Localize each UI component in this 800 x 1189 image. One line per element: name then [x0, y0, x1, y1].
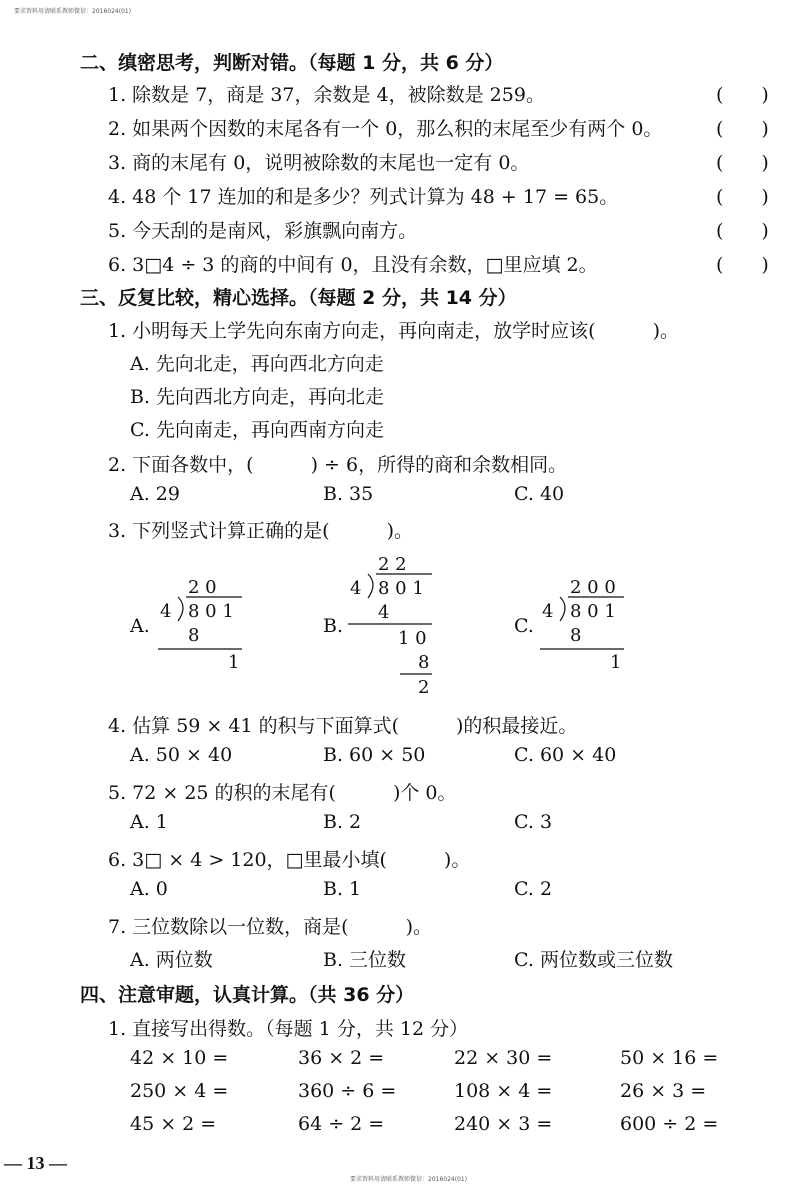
- choice-q7-option-a[interactable]: A. 两位数: [130, 949, 213, 971]
- calc-item[interactable]: 50 × 16 =: [620, 1047, 719, 1069]
- choice-q5-option-a[interactable]: A. 1: [130, 811, 168, 833]
- choice-q2-stem: 2. 下面各数中，( ) ÷ 6，所得的商和余数相同。: [108, 454, 568, 476]
- choice-q2-option-a[interactable]: A. 29: [130, 483, 180, 505]
- long-division-b-partial: 1 0: [398, 628, 427, 649]
- choice-q1-stem: 1. 小明每天上学先向东南方向走，再向南走，放学时应该( )。: [108, 320, 679, 342]
- header-note: 要求资料用请联系教师微信：2016024(01): [14, 8, 132, 15]
- long-division-b-divisor: 4: [350, 578, 362, 599]
- calc-item[interactable]: 250 × 4 =: [130, 1080, 229, 1102]
- judge-item-2: 2. 如果两个因数的末尾各有一个 0，那么积的末尾至少有两个 0。: [108, 118, 663, 140]
- choice-q7-option-b[interactable]: B. 三位数: [323, 949, 407, 971]
- calc-q1-stem: 1. 直接写出得数。（每题 1 分，共 12 分）: [108, 1018, 469, 1040]
- choice-q6-option-a[interactable]: A. 0: [130, 878, 168, 900]
- long-division-b-subtrahend-1: 4: [378, 602, 390, 623]
- long-division-c-divisor: 4: [542, 601, 554, 622]
- long-division-c: [532, 575, 632, 675]
- judge-item-3: 3. 商的末尾有 0，说明被除数的末尾也一定有 0。: [108, 152, 530, 174]
- footer-note: 要求资料用请联系教师微信：2016024(01): [350, 1176, 468, 1183]
- choice-q7-option-c[interactable]: C. 两位数或三位数: [514, 949, 673, 971]
- choice-q1-option-c[interactable]: C. 先向南走，再向西南方向走: [130, 419, 384, 441]
- long-division-b-remainder: 2: [418, 677, 430, 698]
- long-division-c-remainder: 1: [610, 652, 622, 673]
- long-division-a: [150, 575, 250, 675]
- choice-q3-stem: 3. 下列竖式计算正确的是( )。: [108, 520, 413, 542]
- calc-item[interactable]: 26 × 3 =: [620, 1080, 707, 1102]
- choice-q3-option-b-label[interactable]: B.: [323, 615, 344, 637]
- choice-q2-option-c[interactable]: C. 40: [514, 483, 565, 505]
- long-division-a-remainder: 1: [228, 652, 240, 673]
- choice-q5-option-c[interactable]: C. 3: [514, 811, 553, 833]
- section-4-title: 四、注意审题，认真计算。（共 36 分）: [80, 984, 415, 1006]
- calc-item[interactable]: 22 × 30 =: [454, 1047, 553, 1069]
- long-division-a-dividend: 8 0 1: [188, 601, 234, 622]
- choice-q3-option-a-label[interactable]: A.: [130, 615, 150, 637]
- calc-item[interactable]: 600 ÷ 2 =: [620, 1113, 719, 1135]
- long-division-c-dividend: 8 0 1: [570, 601, 616, 622]
- judge-item-4: 4. 48 个 17 连加的和是多少？列式计算为 48 + 17 = 65。: [108, 186, 619, 208]
- choice-q4-option-c[interactable]: C. 60 × 40: [514, 744, 617, 766]
- choice-q3-option-c-label[interactable]: C.: [514, 615, 534, 637]
- long-division-b: [340, 550, 440, 698]
- choice-q4-option-a[interactable]: A. 50 × 40: [130, 744, 233, 766]
- calc-item[interactable]: 360 ÷ 6 =: [298, 1080, 397, 1102]
- judge-item-1: 1. 除数是 7，商是 37，余数是 4，被除数是 259。: [108, 84, 545, 106]
- calc-item[interactable]: 240 × 3 =: [454, 1113, 553, 1135]
- long-division-b-quotient: 2 2: [378, 554, 407, 575]
- judge-answer-blank-4[interactable]: ( ): [716, 186, 769, 208]
- long-division-a-quotient: 2 0: [188, 577, 217, 598]
- choice-q6-stem: 6. 3□ × 4 > 120，□里最小填( )。: [108, 849, 471, 871]
- calc-item[interactable]: 64 ÷ 2 =: [298, 1113, 385, 1135]
- page-number: — 13 —: [4, 1153, 67, 1173]
- calc-item[interactable]: 36 × 2 =: [298, 1047, 385, 1069]
- long-division-c-quotient: 2 0 0: [570, 577, 616, 598]
- judge-answer-blank-3[interactable]: ( ): [716, 152, 769, 174]
- calc-item[interactable]: 42 × 10 =: [130, 1047, 229, 1069]
- calc-item[interactable]: 108 × 4 =: [454, 1080, 553, 1102]
- choice-q5-stem: 5. 72 × 25 的积的末尾有( )个 0。: [108, 782, 457, 804]
- choice-q1-option-b[interactable]: B. 先向西北方向走，再向北走: [130, 386, 385, 408]
- choice-q6-option-c[interactable]: C. 2: [514, 878, 553, 900]
- choice-q5-option-b[interactable]: B. 2: [323, 811, 362, 833]
- judge-item-6: 6. 3□4 ÷ 3 的商的中间有 0，且没有余数，□里应填 2。: [108, 254, 598, 276]
- judge-answer-blank-6[interactable]: ( ): [716, 254, 769, 276]
- section-3-title: 三、反复比较，精心选择。（每题 2 分，共 14 分）: [80, 287, 517, 309]
- judge-answer-blank-2[interactable]: ( ): [716, 118, 769, 140]
- long-division-c-subtrahend: 8: [570, 625, 582, 646]
- long-division-a-divisor: 4: [160, 601, 172, 622]
- judge-answer-blank-5[interactable]: ( ): [716, 220, 769, 242]
- choice-q4-option-b[interactable]: B. 60 × 50: [323, 744, 426, 766]
- judge-answer-blank-1[interactable]: ( ): [716, 84, 769, 106]
- judge-item-5: 5. 今天刮的是南风，彩旗飘向南方。: [108, 220, 418, 242]
- choice-q1-option-a[interactable]: A. 先向北走，再向西北方向走: [130, 353, 384, 375]
- choice-q4-stem: 4. 估算 59 × 41 的积与下面算式( )的积最接近。: [108, 715, 578, 737]
- long-division-a-subtrahend: 8: [188, 625, 200, 646]
- section-2-title: 二、缜密思考，判断对错。（每题 1 分，共 6 分）: [80, 52, 504, 74]
- choice-q6-option-b[interactable]: B. 1: [323, 878, 362, 900]
- choice-q7-stem: 7. 三位数除以一位数，商是( )。: [108, 916, 432, 938]
- long-division-b-dividend: 8 0 1: [378, 578, 424, 599]
- choice-q2-option-b[interactable]: B. 35: [323, 483, 374, 505]
- calc-item[interactable]: 45 × 2 =: [130, 1113, 217, 1135]
- long-division-b-subtrahend-2: 8: [418, 652, 430, 673]
